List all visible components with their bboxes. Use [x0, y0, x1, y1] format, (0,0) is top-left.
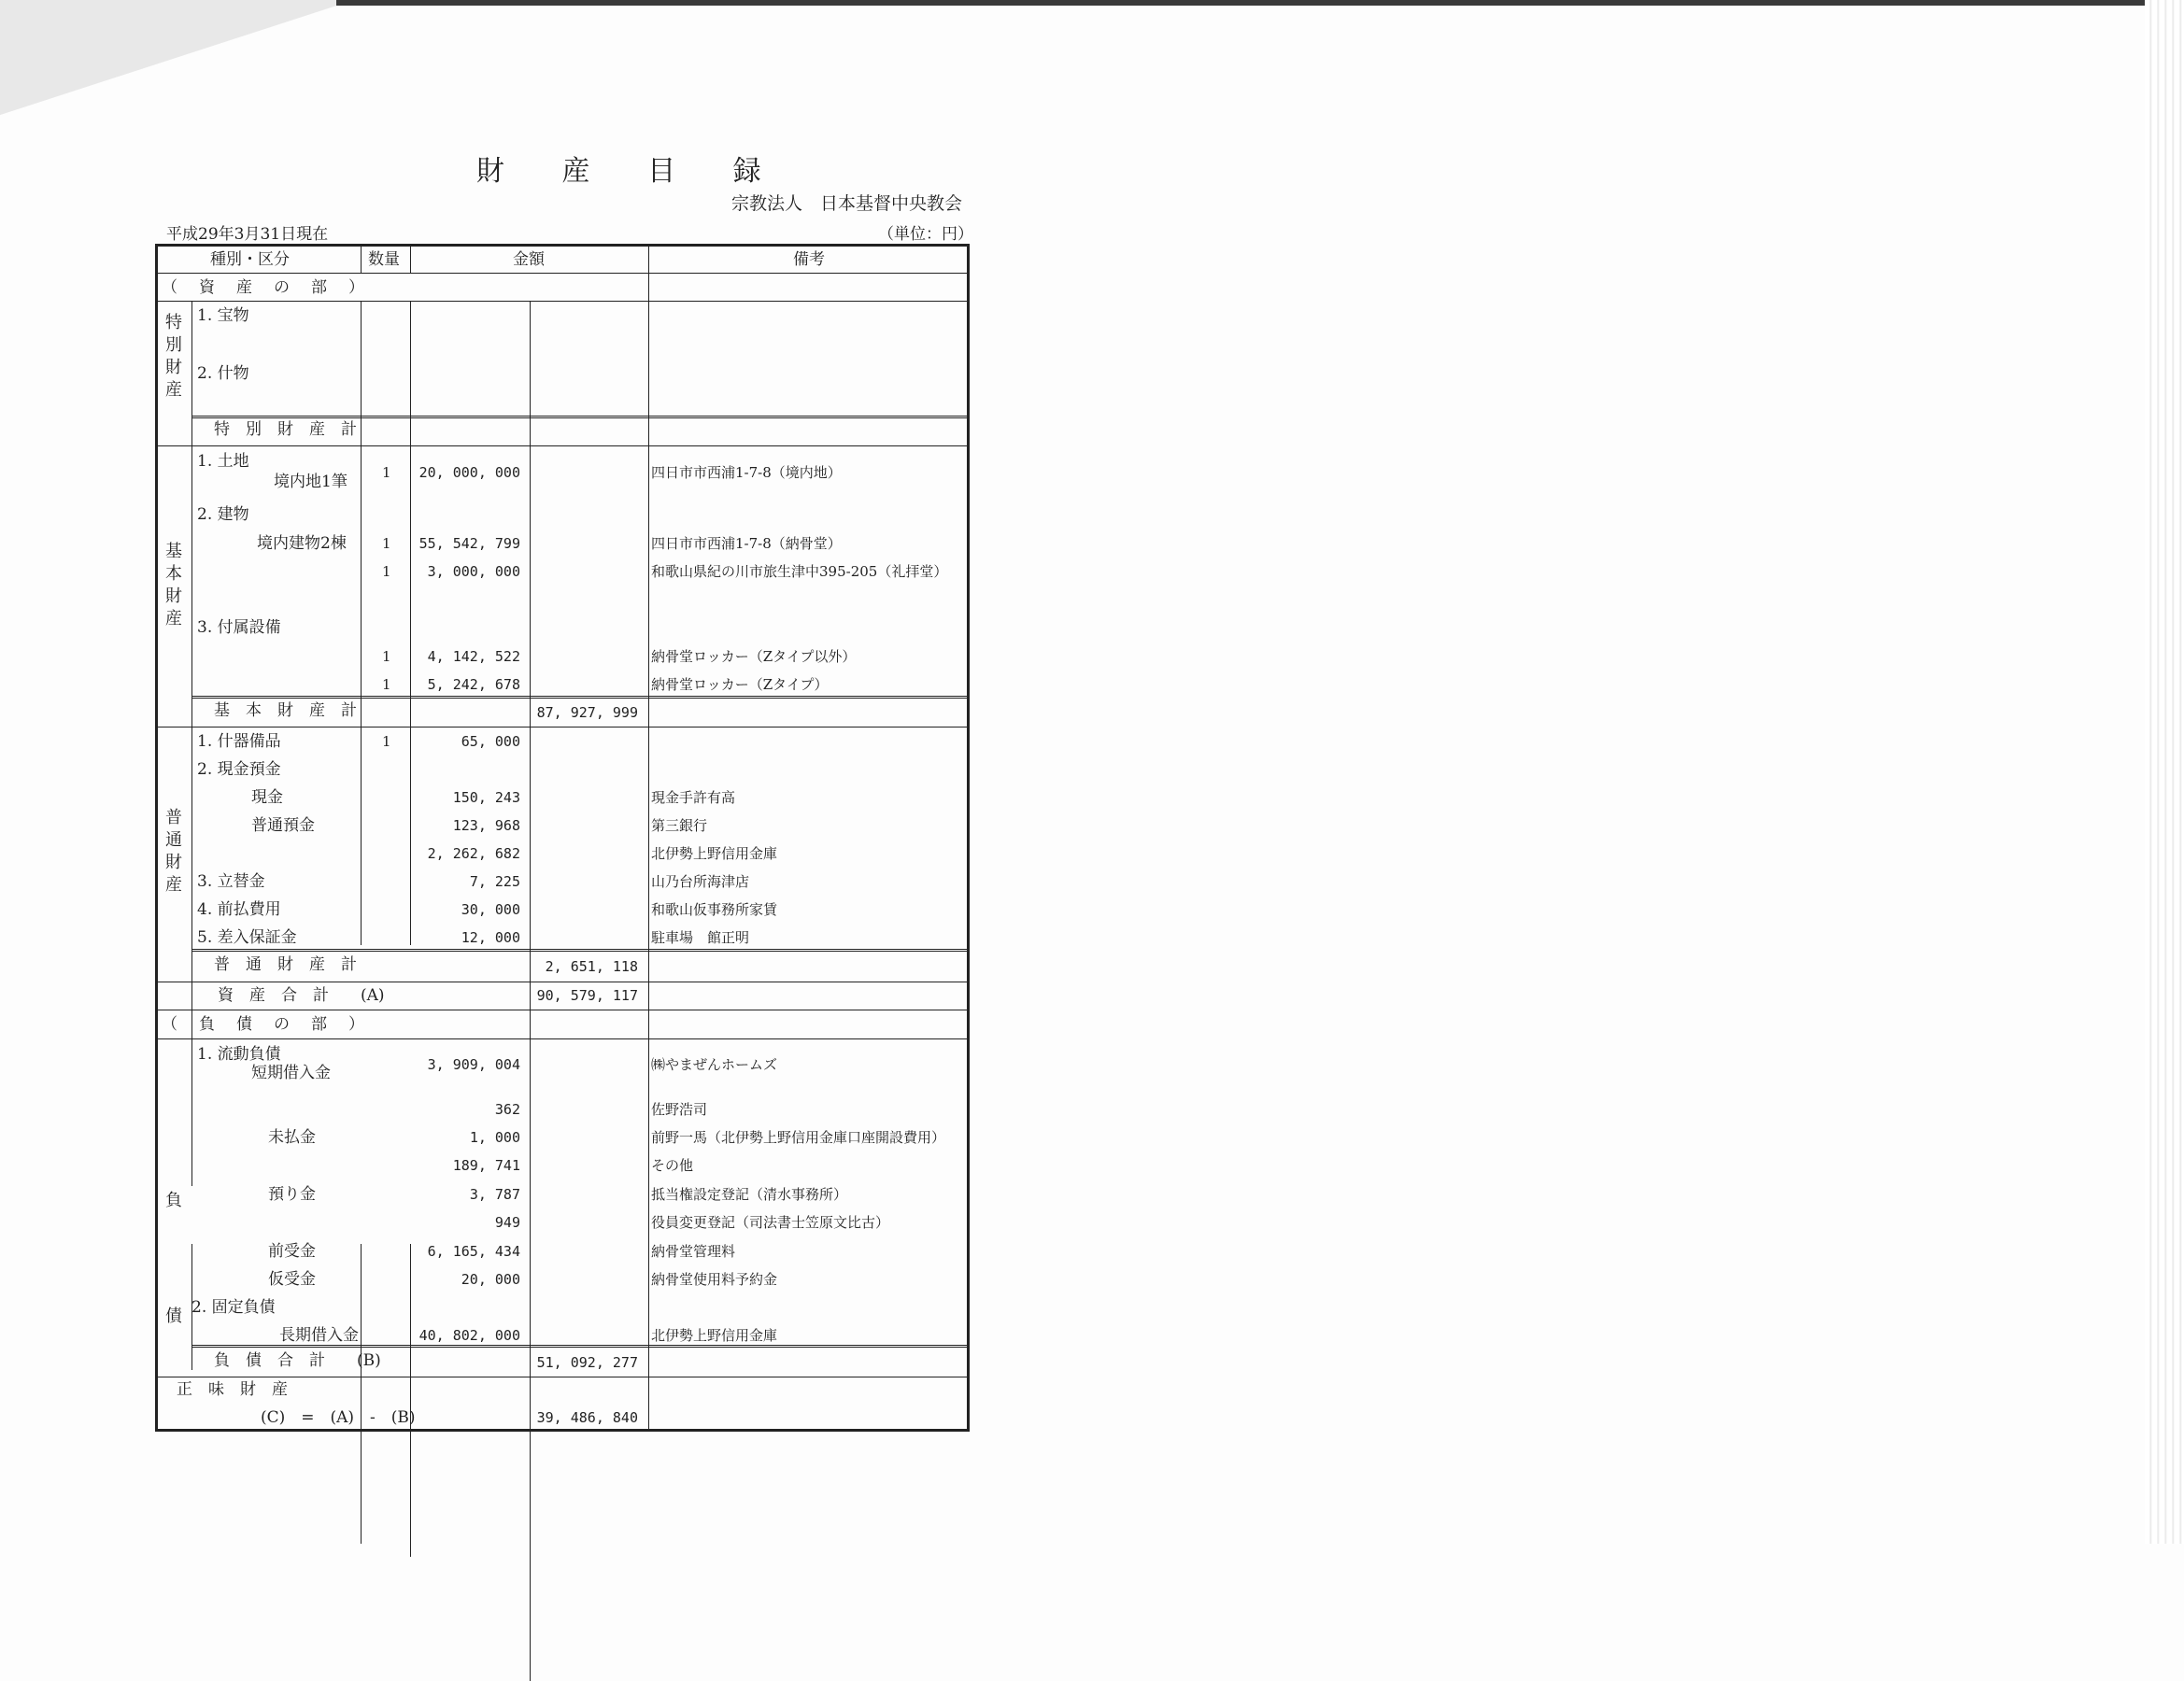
basic-row-5-remarks: 納骨堂ロッカー（Zタイプ） — [651, 676, 829, 693]
general-row-6-name: 3. 立替金 — [197, 872, 265, 891]
liab-row-8-amount: 20, 000 — [461, 1271, 520, 1288]
basic-row-4-qty: 1 — [382, 648, 391, 665]
assets-total-label: 資 産 合 計 (A) — [218, 986, 385, 1005]
liab-row-10-remarks: 北伊勢上野信用金庫 — [651, 1327, 778, 1344]
general-row-5-amount: 2, 262, 682 — [427, 845, 520, 862]
general-total: 2, 651, 118 — [545, 958, 638, 975]
liabilities-section-header: （ 負 債 の 部 ） — [162, 1015, 367, 1034]
liab-row-1-name: 1. 流動負債 — [197, 1045, 281, 1064]
assets-total: 90, 579, 117 — [536, 987, 638, 1004]
liab-row-5-remarks: 抵当権設定登記（清水事務所） — [651, 1186, 848, 1203]
general-total-label: 普 通 財 産 計 — [214, 955, 357, 974]
general-row-1-qty: 1 — [382, 733, 391, 750]
liab-row-6-amount: 949 — [494, 1214, 520, 1231]
liab-row-7-remarks: 納骨堂管理料 — [651, 1243, 736, 1260]
liab-row-1-amount: 3, 909, 004 — [427, 1056, 520, 1073]
basic-row-4-remarks: 納骨堂ロッカー（Zタイプ以外） — [651, 648, 857, 665]
basic-row-3-remarks: 和歌山県紀の川市旅生津中395-205（礼拝堂） — [651, 563, 948, 580]
liab-row-7-amount: 6, 165, 434 — [427, 1243, 520, 1260]
liab-row-3-sub: 未払金 — [268, 1128, 316, 1147]
liab-row-5-sub: 預り金 — [268, 1185, 316, 1204]
basic-row-1-name: 1. 土地 — [197, 452, 249, 471]
net-assets-formula: (C) = (A) - (B) — [261, 1408, 416, 1427]
liab-row-1-remarks: ㈱やまぜんホームズ — [651, 1056, 778, 1073]
net-assets-label: 正 味 財 産 — [177, 1380, 288, 1399]
liab-row-6-remarks: 役員変更登記（司法書士笠原文比古） — [651, 1214, 890, 1231]
general-row-7-name: 4. 前払費用 — [197, 900, 281, 919]
general-row-5-remarks: 北伊勢上野信用金庫 — [651, 845, 778, 862]
special-assets-label: 特別財産 — [165, 313, 182, 400]
general-row-1-name: 1. 什器備品 — [197, 732, 281, 751]
liab-row-9-name: 2. 固定負債 — [191, 1298, 276, 1317]
basic-row-5-amount: 5, 242, 678 — [427, 676, 520, 693]
special-item-2: 2. 什物 — [197, 364, 249, 383]
general-assets-label: 普通財産 — [165, 808, 182, 895]
general-row-7-remarks: 和歌山仮事務所家賃 — [651, 901, 778, 918]
liab-row-8-sub: 仮受金 — [268, 1270, 316, 1289]
header-category: 種別・区分 — [210, 250, 290, 269]
general-row-1-amount: 65, 000 — [461, 733, 520, 750]
assets-section-header: （ 資 産 の 部 ） — [162, 278, 367, 297]
liab-row-7-sub: 前受金 — [268, 1242, 316, 1261]
general-row-3-remarks: 現金手許有高 — [651, 789, 736, 806]
basic-assets-label: 基本財産 — [165, 542, 182, 629]
basic-total: 87, 927, 999 — [536, 704, 638, 721]
general-row-6-remarks: 山乃台所海津店 — [651, 873, 750, 890]
liab-row-5-amount: 3, 787 — [469, 1186, 520, 1203]
general-row-8-name: 5. 差入保証金 — [197, 928, 297, 947]
basic-row-2-amount: 55, 542, 799 — [418, 535, 520, 552]
basic-row-1-qty: 1 — [382, 464, 391, 481]
special-item-1: 1. 宝物 — [197, 306, 249, 325]
basic-row-3-amount: 3, 000, 000 — [427, 563, 520, 580]
document-title: 財 産 目 録 — [476, 155, 786, 188]
general-row-3-name: 現金 — [251, 788, 283, 807]
general-row-3-amount: 150, 243 — [452, 789, 520, 806]
liab-row-4-remarks: その他 — [651, 1157, 694, 1174]
general-row-6-amount: 7, 225 — [469, 873, 520, 890]
basic-row-5-qty: 1 — [382, 676, 391, 693]
basic-row-2-remarks: 四日市市西浦1-7-8（納骨堂） — [651, 535, 842, 552]
general-row-4-remarks: 第三銀行 — [651, 817, 708, 834]
basic-row-1-amount: 20, 000, 000 — [418, 464, 520, 481]
scan-folded-corner — [0, 0, 336, 159]
liab-row-10-sub: 長期借入金 — [279, 1326, 359, 1345]
basic-row-2-qty: 1 — [382, 535, 391, 552]
basic-row-2-name: 2. 建物 — [197, 505, 249, 524]
general-row-7-amount: 30, 000 — [461, 901, 520, 918]
basic-row-1-remarks: 四日市市西浦1-7-8（境内地） — [651, 464, 842, 481]
header-remarks: 備考 — [793, 250, 825, 269]
liabilities-label: 負債 — [165, 1191, 182, 1326]
header-quantity: 数量 — [368, 250, 400, 269]
liab-row-3-remarks: 前野一馬（北伊勢上野信用金庫口座開設費用） — [651, 1129, 946, 1146]
liabilities-total-label: 負 債 合 計 (B) — [214, 1351, 381, 1370]
basic-total-label: 基 本 財 産 計 — [214, 701, 357, 720]
special-total-label: 特 別 財 産 計 — [214, 420, 357, 439]
liabilities-total: 51, 092, 277 — [536, 1354, 638, 1371]
general-row-8-remarks: 駐車場 館正明 — [651, 929, 750, 946]
liab-row-3-amount: 1, 000 — [469, 1129, 520, 1146]
header-amount: 金額 — [513, 250, 545, 269]
basic-row-2-sub: 境内建物2棟 — [257, 534, 347, 553]
basic-row-4-name: 3. 付属設備 — [197, 618, 281, 637]
scan-page-edges — [2145, 0, 2184, 1544]
net-assets-total: 39, 486, 840 — [536, 1409, 638, 1426]
liab-row-1-sub: 短期借入金 — [251, 1064, 331, 1082]
general-row-4-amount: 123, 968 — [452, 817, 520, 834]
liab-row-8-remarks: 納骨堂使用料予約金 — [651, 1271, 778, 1288]
liab-row-10-amount: 40, 802, 000 — [418, 1327, 520, 1344]
unit-label: （単位：円） — [878, 225, 973, 244]
as-of-date: 平成29年3月31日現在 — [166, 225, 329, 244]
basic-row-3-qty: 1 — [382, 563, 391, 580]
liab-row-4-amount: 189, 741 — [452, 1157, 520, 1174]
inventory-table — [155, 244, 970, 1432]
basic-row-4-amount: 4, 142, 522 — [427, 648, 520, 665]
general-row-4-name: 普通預金 — [251, 816, 315, 835]
liab-row-2-amount: 362 — [494, 1101, 520, 1118]
general-row-2-name: 2. 現金預金 — [197, 760, 281, 779]
basic-row-1-sub: 境内地1筆 — [274, 473, 347, 491]
organization-name: 宗教法人 日本基督中央教会 — [731, 193, 963, 214]
liab-row-2-remarks: 佐野浩司 — [651, 1101, 708, 1118]
general-row-8-amount: 12, 000 — [461, 929, 520, 946]
